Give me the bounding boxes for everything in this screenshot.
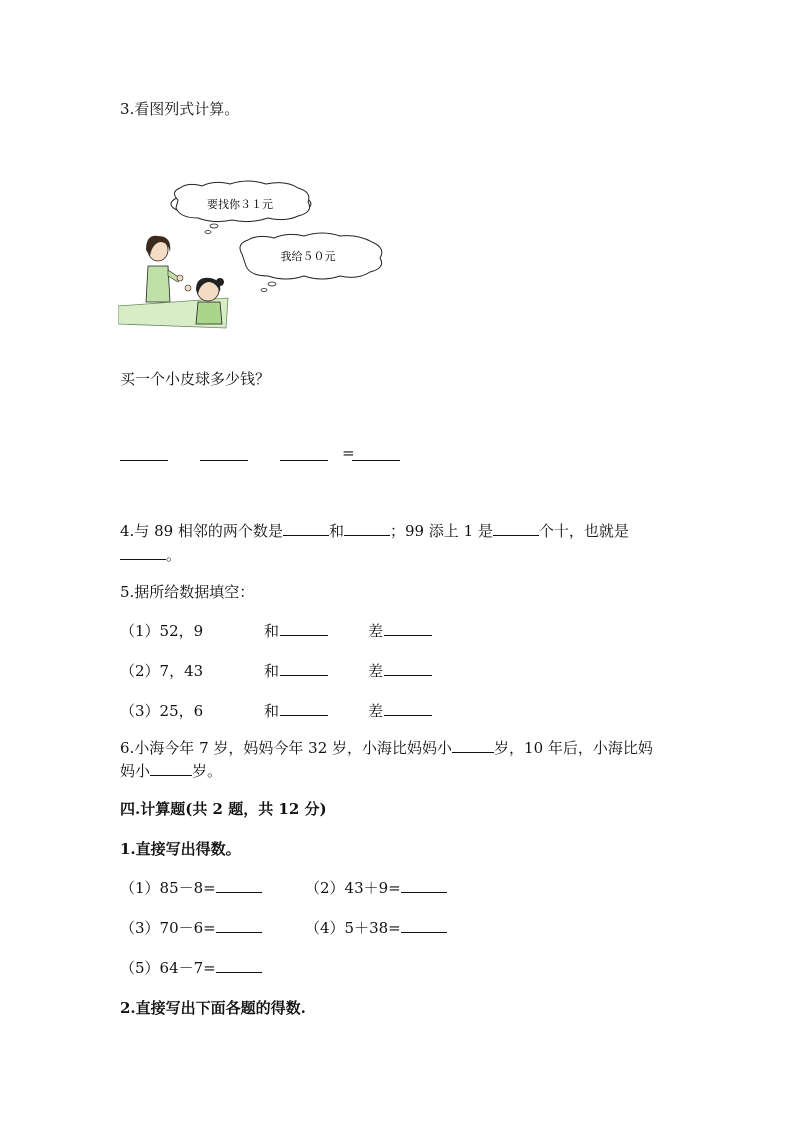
bubble1-text: 要找你３１元 bbox=[207, 198, 273, 211]
section4-q2-title: 2.直接写出下面各题的得数. bbox=[120, 999, 306, 1017]
calc-item-5-text: （5）64－7= bbox=[120, 959, 216, 977]
shopping-illustration bbox=[118, 178, 388, 338]
q6-line2 bbox=[120, 760, 222, 781]
q5-row-1-diff-label: 差 bbox=[368, 622, 384, 640]
q5-row-3-diff-blank[interactable] bbox=[384, 715, 432, 716]
answer-blank-2[interactable] bbox=[200, 460, 248, 461]
q4-blank-3[interactable] bbox=[493, 521, 539, 536]
answer-blank-result[interactable] bbox=[352, 460, 400, 461]
calc-item-3-blank[interactable] bbox=[216, 918, 262, 933]
q6-blank-1[interactable] bbox=[452, 738, 494, 753]
calc-item-4-blank[interactable] bbox=[401, 918, 447, 933]
calc-item-4-text: （4）5＋38= bbox=[305, 919, 401, 937]
q5-row-3-label: （3）25，6 bbox=[120, 702, 204, 720]
q3-question: 买一个小皮球多少钱？ bbox=[120, 370, 271, 388]
calc-item-2-text: （2）43＋9= bbox=[305, 879, 401, 897]
calc-item-2-blank[interactable] bbox=[401, 878, 447, 893]
q5-row-1-diff-blank[interactable] bbox=[384, 635, 432, 636]
q6-text-4: 岁。 bbox=[192, 762, 223, 780]
section4-q1-title: 1.直接写出得数。 bbox=[120, 840, 241, 858]
q5-row-3-diff-label: 差 bbox=[368, 702, 384, 720]
q5-row-1-sum-blank[interactable] bbox=[280, 635, 328, 636]
calc-item-1 bbox=[120, 877, 262, 898]
q5-row-2-diff-blank[interactable] bbox=[384, 675, 432, 676]
calc-item-1-blank[interactable] bbox=[216, 878, 262, 893]
speech-bubble-1 bbox=[171, 181, 311, 234]
section4-heading: 四.计算题(共 2 题，共 12 分) bbox=[120, 800, 327, 818]
answer-blank-3[interactable] bbox=[280, 460, 328, 461]
q6-text-3: 妈小 bbox=[120, 762, 151, 780]
bubble2-text: 我给５０元 bbox=[280, 250, 336, 263]
q5-row-2-label: （2）7，43 bbox=[120, 662, 204, 680]
q4-blank-1[interactable] bbox=[283, 521, 329, 536]
q5-row-1-sum-label: 和 bbox=[264, 622, 280, 640]
calc-item-5 bbox=[120, 957, 262, 978]
equals-sign: = bbox=[342, 444, 355, 462]
calc-item-2 bbox=[305, 877, 447, 898]
q6-text-1: 6.小海今年 7 岁，妈妈今年 32 岁，小海比妈妈小 bbox=[120, 739, 453, 757]
q4-end: 。 bbox=[166, 546, 182, 564]
q6-text-2: 岁，10 年后，小海比妈 bbox=[494, 739, 653, 757]
q4-text-1: 4.与 89 相邻的两个数是 bbox=[120, 522, 283, 540]
calc-item-1-text: （1）85－8= bbox=[120, 879, 216, 897]
q5-row-2-diff-label: 差 bbox=[368, 662, 384, 680]
answer-blank-1[interactable] bbox=[120, 460, 168, 461]
q4-text-2: ；99 添上 1 是 bbox=[389, 522, 493, 540]
q5-row-2-sum-blank[interactable] bbox=[280, 675, 328, 676]
q6-line1 bbox=[120, 737, 653, 758]
q6-blank-2[interactable] bbox=[150, 761, 192, 776]
speech-bubble-2 bbox=[240, 233, 382, 292]
q5-row-1-label: （1）52，9 bbox=[120, 622, 204, 640]
q4-text-3: 个十，也就是 bbox=[538, 522, 629, 540]
calc-item-3 bbox=[120, 917, 262, 938]
calc-item-4 bbox=[305, 917, 447, 938]
q4-blank-4[interactable] bbox=[120, 545, 166, 560]
q4-line2 bbox=[120, 544, 181, 565]
woman-figure bbox=[146, 236, 183, 302]
q5-row-3-sum-label: 和 bbox=[264, 702, 280, 720]
calc-item-3-text: （3）70－6= bbox=[120, 919, 216, 937]
q5-row-3-sum-blank[interactable] bbox=[280, 715, 328, 716]
q4-line1 bbox=[120, 520, 629, 541]
calc-item-5-blank[interactable] bbox=[216, 958, 262, 973]
q5-row-2-sum-label: 和 bbox=[264, 662, 280, 680]
q4-and: 和 bbox=[328, 522, 344, 540]
q5-title: 5.据所给数据填空： bbox=[120, 583, 255, 601]
q3-title: 3.看图列式计算。 bbox=[120, 100, 240, 118]
q4-blank-2[interactable] bbox=[344, 521, 390, 536]
